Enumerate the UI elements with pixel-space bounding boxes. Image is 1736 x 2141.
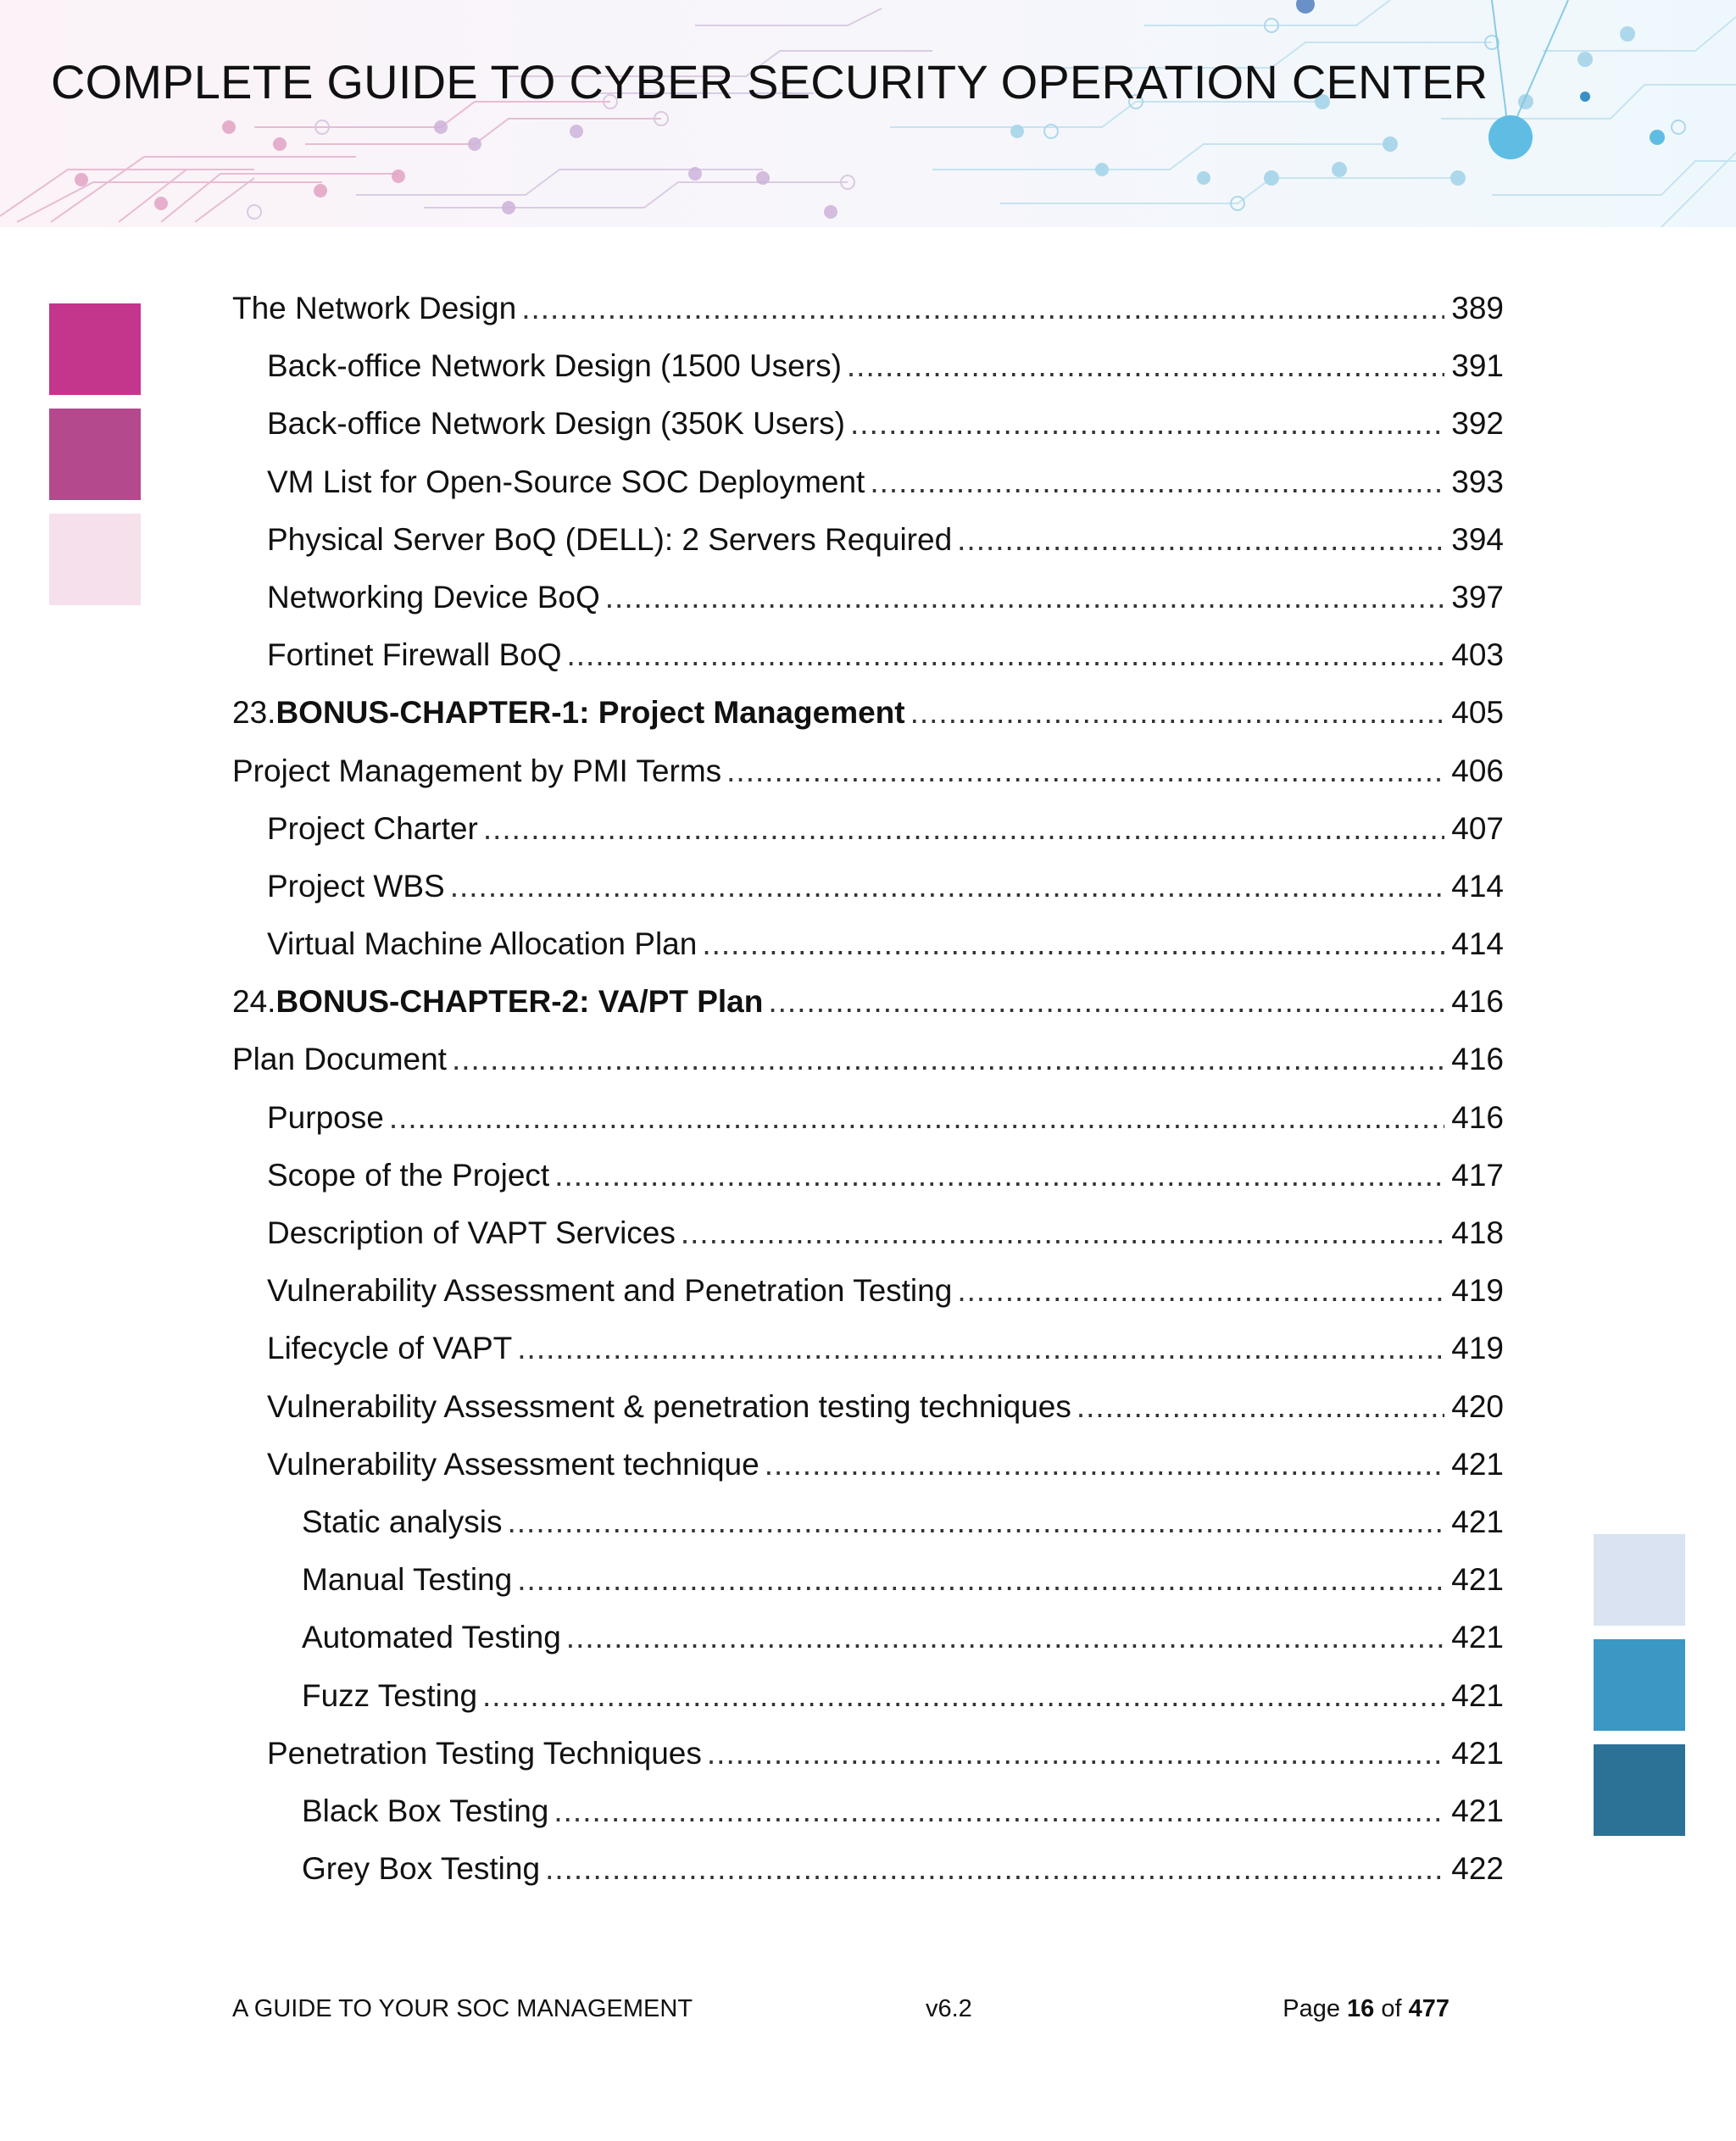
toc-page-number: 416 — [1451, 1099, 1504, 1135]
circuit-banner-graphic — [0, 0, 1736, 227]
toc-entry-title: Vulnerability Assessment and Penetration Testing — [267, 1273, 953, 1309]
toc-entry[interactable] — [232, 1493, 1504, 1551]
toc-entry-title: BONUS-CHAPTER-1: Project Management — [275, 695, 905, 731]
toc-page-number: 405 — [1451, 695, 1504, 731]
toc-dot-leader — [768, 973, 1444, 1031]
toc-entry-title: Grey Box Testing — [302, 1851, 541, 1887]
toc-entry-title: Lifecycle of VAPT — [267, 1331, 513, 1366]
toc-dot-leader — [765, 1436, 1444, 1493]
toc-entry[interactable] — [232, 1725, 1504, 1782]
toc-entry[interactable] — [232, 280, 1504, 337]
toc-page-number: 421 — [1451, 1735, 1504, 1771]
toc-page-number: 421 — [1451, 1793, 1504, 1828]
toc-page-number: 407 — [1451, 810, 1504, 846]
toc-entry-title: Description of VAPT Services — [267, 1215, 676, 1250]
toc-entry[interactable] — [232, 800, 1504, 858]
toc-entry-title: Scope of the Project — [267, 1157, 550, 1193]
toc-dot-leader — [483, 800, 1444, 858]
toc-entry-title: Vulnerability Assessment technique — [267, 1446, 760, 1482]
toc-dot-leader — [517, 1551, 1444, 1609]
toc-dot-leader — [482, 1667, 1444, 1725]
toc-dot-leader — [567, 626, 1445, 684]
toc-dot-leader — [957, 511, 1444, 569]
toc-page-number: 420 — [1451, 1388, 1504, 1424]
toc-page-number: 419 — [1451, 1331, 1504, 1366]
toc-entry-title: Project Management by PMI Terms — [232, 753, 722, 788]
toc-entry[interactable] — [232, 569, 1504, 626]
page-header — [0, 0, 1736, 227]
toc-dot-leader — [517, 1320, 1444, 1377]
toc-entry-title: Plan Document — [232, 1042, 447, 1077]
toc-page-number: 419 — [1451, 1273, 1504, 1309]
toc-page-number: 421 — [1451, 1446, 1504, 1482]
toc-entry-title: Penetration Testing Techniques — [267, 1735, 702, 1771]
footer-version: v6.2 — [926, 1995, 972, 2022]
toc-entry[interactable] — [232, 915, 1504, 973]
toc-entry-title: The Network Design — [232, 291, 517, 325]
toc-entry[interactable] — [232, 1551, 1504, 1609]
toc-entry-title: VM List for Open-Source SOC Deployment — [267, 464, 865, 499]
toc-entry[interactable] — [232, 684, 1504, 742]
toc-entry-title: Automated Testing — [302, 1620, 561, 1655]
toc-entry-title: Purpose — [267, 1099, 384, 1135]
toc-page-number: 391 — [1451, 348, 1504, 384]
toc-entry[interactable] — [232, 1609, 1504, 1666]
toc-page-number: 421 — [1451, 1504, 1504, 1539]
toc-dot-leader — [508, 1493, 1445, 1551]
toc-entry-title: BONUS-CHAPTER-2: VA/PT Plan — [275, 984, 764, 1020]
toc-entry-title: Fuzz Testing — [302, 1677, 478, 1713]
toc-dot-leader — [450, 858, 1444, 915]
toc-dot-leader — [554, 1782, 1444, 1840]
toc-dot-leader — [702, 915, 1444, 973]
footer-page-of: of — [1381, 1995, 1402, 2022]
toc-entry[interactable] — [232, 453, 1504, 511]
toc-dot-leader — [545, 1840, 1444, 1898]
toc-page-number: 406 — [1451, 753, 1504, 788]
toc-entry[interactable] — [232, 1204, 1504, 1262]
toc-entry[interactable] — [232, 1667, 1504, 1725]
toc-entry[interactable] — [232, 1378, 1504, 1436]
toc-entry[interactable] — [232, 973, 1504, 1031]
toc-dot-leader — [910, 684, 1444, 742]
toc-entry[interactable] — [232, 1840, 1504, 1898]
toc-entry-title: Static analysis — [302, 1504, 503, 1539]
footer-page-current: 16 — [1347, 1995, 1375, 2022]
toc-entry-title: Project WBS — [267, 868, 445, 904]
toc-page-number: 416 — [1451, 984, 1504, 1020]
toc-page-number: 414 — [1451, 926, 1504, 962]
toc-entry[interactable] — [232, 1782, 1504, 1840]
toc-entry-title: Back-office Network Design (350K Users) — [267, 406, 846, 442]
toc-entry[interactable] — [232, 1031, 1504, 1088]
toc-dot-leader — [566, 1609, 1444, 1666]
toc-dot-leader — [1077, 1378, 1444, 1436]
toc-entry-title: Project Charter — [267, 810, 478, 846]
toc-page-number: 422 — [1451, 1851, 1504, 1887]
toc-entry[interactable] — [232, 1262, 1504, 1320]
swatch-blue-dark — [1594, 1744, 1685, 1836]
toc-dot-leader — [870, 453, 1444, 511]
page-footer — [232, 1995, 1449, 2029]
toc-page-number: 416 — [1451, 1042, 1504, 1077]
table-of-contents — [232, 280, 1504, 1898]
toc-entry-title: Vulnerability Assessment & penetration testing techniques — [267, 1388, 1071, 1424]
toc-page-number: 421 — [1451, 1677, 1504, 1713]
toc-page-number: 397 — [1451, 579, 1504, 614]
toc-page-number: 392 — [1451, 406, 1504, 442]
swatch-pink-light — [49, 514, 141, 605]
toc-entry[interactable] — [232, 1147, 1504, 1204]
toc-page-number: 393 — [1451, 464, 1504, 499]
toc-entry[interactable] — [232, 395, 1504, 453]
toc-dot-leader — [554, 1147, 1444, 1204]
toc-dot-leader — [850, 395, 1444, 453]
footer-page-total: 477 — [1408, 1995, 1449, 2022]
toc-entry[interactable] — [232, 1320, 1504, 1377]
toc-dot-leader — [452, 1031, 1444, 1088]
document-title: COMPLETE GUIDE TO CYBER SECURITY OPERATION CENTER — [51, 55, 1488, 108]
toc-entry-title: Fortinet Firewall BoQ — [267, 637, 562, 673]
toc-dot-leader — [389, 1089, 1444, 1147]
toc-entry[interactable] — [232, 511, 1504, 569]
toc-page-number: 418 — [1451, 1215, 1504, 1250]
swatch-blue-light — [1594, 1534, 1685, 1626]
toc-entry-title: Networking Device BoQ — [267, 579, 600, 614]
swatch-blue-mid — [1594, 1639, 1685, 1731]
toc-entry-title: Back-office Network Design (1500 Users) — [267, 348, 842, 384]
toc-entry[interactable] — [232, 858, 1504, 915]
toc-dot-leader — [681, 1204, 1444, 1262]
toc-page-number: 421 — [1451, 1620, 1504, 1655]
toc-chapter-number: 23. — [232, 695, 276, 731]
toc-chapter-number: 24. — [232, 984, 276, 1020]
footer-page-label: Page — [1283, 1995, 1340, 2022]
toc-page-number: 417 — [1451, 1157, 1504, 1193]
toc-entry-title: Black Box Testing — [302, 1793, 549, 1828]
toc-entry[interactable] — [232, 626, 1504, 684]
toc-entry-title: Physical Server BoQ (DELL): 2 Servers Required — [267, 521, 953, 557]
swatch-magenta-dark — [49, 303, 141, 395]
toc-entry[interactable] — [232, 337, 1504, 395]
toc-dot-leader — [605, 569, 1444, 626]
toc-page-number: 389 — [1451, 291, 1504, 325]
toc-entry-title: Virtual Machine Allocation Plan — [267, 926, 698, 962]
toc-dot-leader — [847, 337, 1444, 395]
swatch-magenta-mid — [49, 409, 141, 500]
toc-page-number: 414 — [1451, 868, 1504, 904]
toc-dot-leader — [707, 1725, 1444, 1782]
toc-page-number: 394 — [1451, 521, 1504, 557]
toc-entry[interactable] — [232, 742, 1504, 800]
toc-page-number: 403 — [1451, 637, 1504, 673]
toc-dot-leader — [957, 1262, 1444, 1320]
toc-dot-leader — [521, 280, 1444, 337]
toc-entry[interactable] — [232, 1436, 1504, 1493]
footer-page-indicator — [1283, 1995, 1449, 2023]
toc-entry[interactable] — [232, 1089, 1504, 1147]
toc-page-number: 421 — [1451, 1562, 1504, 1598]
toc-dot-leader — [726, 742, 1444, 800]
toc-entry-title: Manual Testing — [302, 1562, 513, 1598]
footer-guide-name: A GUIDE TO YOUR SOC MANAGEMENT — [232, 1995, 693, 2022]
